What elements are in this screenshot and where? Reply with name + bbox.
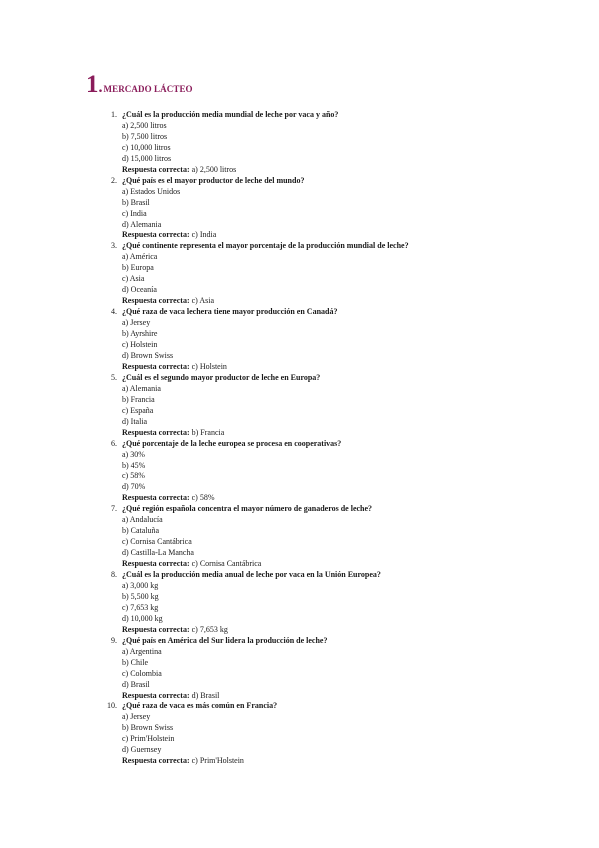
answer-option: a) 2,500 litros bbox=[122, 120, 167, 130]
question-number: 5. bbox=[111, 372, 117, 382]
correct-answer bbox=[122, 756, 537, 767]
correct-answer-label: Respuesta correcta: bbox=[122, 361, 190, 371]
answer-option: d) Brown Swiss bbox=[122, 350, 174, 360]
correct-answer-value: c) Holstein bbox=[191, 361, 227, 371]
answer-option: c) Colombia bbox=[122, 668, 162, 678]
correct-answer bbox=[122, 230, 537, 241]
question-item bbox=[97, 570, 537, 636]
answer-option: d) Alemania bbox=[122, 219, 162, 229]
question-body bbox=[122, 504, 537, 570]
question-body bbox=[122, 373, 537, 439]
correct-answer-label: Respuesta correcta: bbox=[122, 756, 190, 766]
question-body bbox=[122, 241, 537, 307]
question-text: ¿Qué país en América del Sur lidera la producción de leche? bbox=[122, 635, 328, 645]
answer-option: b) Francia bbox=[122, 394, 155, 404]
question-text: ¿Qué continente representa el mayor porcentaje de la producción mundial de leche? bbox=[122, 241, 409, 251]
correct-answer-value: c) 7,653 kg bbox=[191, 624, 228, 634]
answer-option: b) 5,500 kg bbox=[122, 591, 159, 601]
question-item bbox=[97, 176, 537, 242]
correct-answer-label: Respuesta correcta: bbox=[122, 559, 190, 569]
correct-answer-label: Respuesta correcta: bbox=[122, 296, 190, 306]
correct-answer-value: c) Prim'Holstein bbox=[191, 756, 244, 766]
question-body bbox=[122, 307, 537, 373]
question-number: 2. bbox=[111, 175, 117, 185]
question-body bbox=[122, 636, 537, 702]
answer-option: a) Alemania bbox=[122, 383, 161, 393]
question-number: 8. bbox=[111, 570, 117, 580]
question-item bbox=[97, 439, 537, 505]
question-number: 4. bbox=[111, 307, 117, 317]
answer-option: b) Cataluña bbox=[122, 526, 160, 536]
correct-answer bbox=[122, 428, 537, 439]
answer-option: c) 10,000 litros bbox=[122, 142, 171, 152]
answer-option: b) 45% bbox=[122, 460, 146, 470]
answer-option: a) Estados Unidos bbox=[122, 186, 181, 196]
section-number: 1 bbox=[86, 71, 99, 98]
answer-option: a) Argentina bbox=[122, 646, 162, 656]
question-item bbox=[97, 241, 537, 307]
answer-option: d) Brasil bbox=[122, 679, 150, 689]
answer-option: a) América bbox=[122, 252, 158, 262]
answer-option: b) Brasil bbox=[122, 197, 150, 207]
answer-option: a) Jersey bbox=[122, 318, 151, 328]
question-number: 9. bbox=[111, 635, 117, 645]
correct-answer-value: a) 2,500 litros bbox=[191, 164, 237, 174]
answer-option: b) Chile bbox=[122, 657, 148, 667]
question-text: ¿Qué país es el mayor productor de leche del mundo? bbox=[122, 175, 305, 185]
question-text: ¿Qué raza de vaca es más común en Francia? bbox=[122, 701, 278, 711]
question-number: 7. bbox=[111, 504, 117, 514]
answer-option: a) Andalucía bbox=[122, 515, 163, 525]
answer-option: c) Holstein bbox=[122, 340, 158, 350]
answer-option: c) 7,653 kg bbox=[122, 602, 159, 612]
question-text: ¿Qué porcentaje de la leche europea se procesa en cooperativas? bbox=[122, 438, 342, 448]
correct-answer-label: Respuesta correcta: bbox=[122, 624, 190, 634]
question-body bbox=[122, 701, 537, 767]
correct-answer bbox=[122, 559, 537, 570]
correct-answer-label: Respuesta correcta: bbox=[122, 164, 190, 174]
correct-answer-value: b) Francia bbox=[191, 427, 225, 437]
answer-option: d) Oceanía bbox=[122, 285, 157, 295]
question-text: ¿Qué raza de vaca lechera tiene mayor producción en Canadá? bbox=[122, 307, 338, 317]
answer-option: b) 7,500 litros bbox=[122, 131, 168, 141]
answer-option: b) Ayrshire bbox=[122, 329, 158, 339]
question-item bbox=[97, 636, 537, 702]
question-text: ¿Cuál es el segundo mayor productor de leche en Europa? bbox=[122, 372, 321, 382]
answer-option: c) Cornisa Cantábrica bbox=[122, 537, 192, 547]
question-list bbox=[97, 110, 537, 767]
question-number: 1. bbox=[111, 110, 117, 119]
correct-answer bbox=[122, 165, 537, 176]
answer-option: d) 70% bbox=[122, 482, 146, 492]
question-text: ¿Qué región española concentra el mayor número de ganaderos de leche? bbox=[122, 504, 373, 514]
answer-option: c) India bbox=[122, 208, 147, 218]
answer-option: c) España bbox=[122, 405, 154, 415]
question-item bbox=[97, 110, 537, 176]
answer-option: d) 15,000 litros bbox=[122, 153, 172, 163]
answer-option: a) 30% bbox=[122, 449, 145, 459]
correct-answer-label: Respuesta correcta: bbox=[122, 230, 190, 240]
correct-answer-value: c) Cornisa Cantábrica bbox=[191, 559, 262, 569]
answer-option: a) Jersey bbox=[122, 712, 151, 722]
section-title: MERCADO LÁCTEO bbox=[103, 84, 193, 94]
answer-option: c) Prim'Holstein bbox=[122, 734, 175, 744]
correct-answer bbox=[122, 493, 537, 504]
question-item bbox=[97, 373, 537, 439]
answer-option: b) Brown Swiss bbox=[122, 723, 174, 733]
correct-answer-value: c) India bbox=[191, 230, 217, 240]
question-body bbox=[122, 439, 537, 505]
section-number-dot: . bbox=[98, 79, 103, 96]
answer-option: d) Guernsey bbox=[122, 745, 162, 755]
correct-answer bbox=[122, 296, 537, 307]
answer-option: c) 58% bbox=[122, 471, 145, 481]
section-heading bbox=[86, 72, 193, 98]
question-number: 10. bbox=[107, 701, 117, 711]
correct-answer-label: Respuesta correcta: bbox=[122, 690, 190, 700]
correct-answer bbox=[122, 691, 537, 702]
correct-answer bbox=[122, 362, 537, 373]
question-text: ¿Cuál es la producción media anual de leche por vaca en la Unión Europea? bbox=[122, 570, 381, 580]
correct-answer-label: Respuesta correcta: bbox=[122, 493, 190, 503]
question-body bbox=[122, 176, 537, 242]
answer-option: d) Italia bbox=[122, 416, 148, 426]
answer-option: b) Europa bbox=[122, 263, 154, 273]
correct-answer-label: Respuesta correcta: bbox=[122, 427, 190, 437]
answer-option: d) Castilla-La Mancha bbox=[122, 548, 194, 558]
answer-option: c) Asia bbox=[122, 274, 145, 284]
question-number: 6. bbox=[111, 438, 117, 448]
question-body bbox=[122, 570, 537, 636]
question-text: ¿Cuál es la producción media mundial de leche por vaca y año? bbox=[122, 110, 339, 119]
correct-answer-value: c) 58% bbox=[191, 493, 215, 503]
answer-option: d) 10,000 kg bbox=[122, 613, 163, 623]
answer-option: a) 3,000 kg bbox=[122, 580, 159, 590]
question-item bbox=[97, 504, 537, 570]
correct-answer-value: d) Brasil bbox=[191, 690, 220, 700]
question-body bbox=[122, 110, 537, 176]
correct-answer bbox=[122, 625, 537, 636]
question-number: 3. bbox=[111, 241, 117, 251]
question-item bbox=[97, 701, 537, 767]
correct-answer-value: c) Asia bbox=[191, 296, 215, 306]
question-item bbox=[97, 307, 537, 373]
